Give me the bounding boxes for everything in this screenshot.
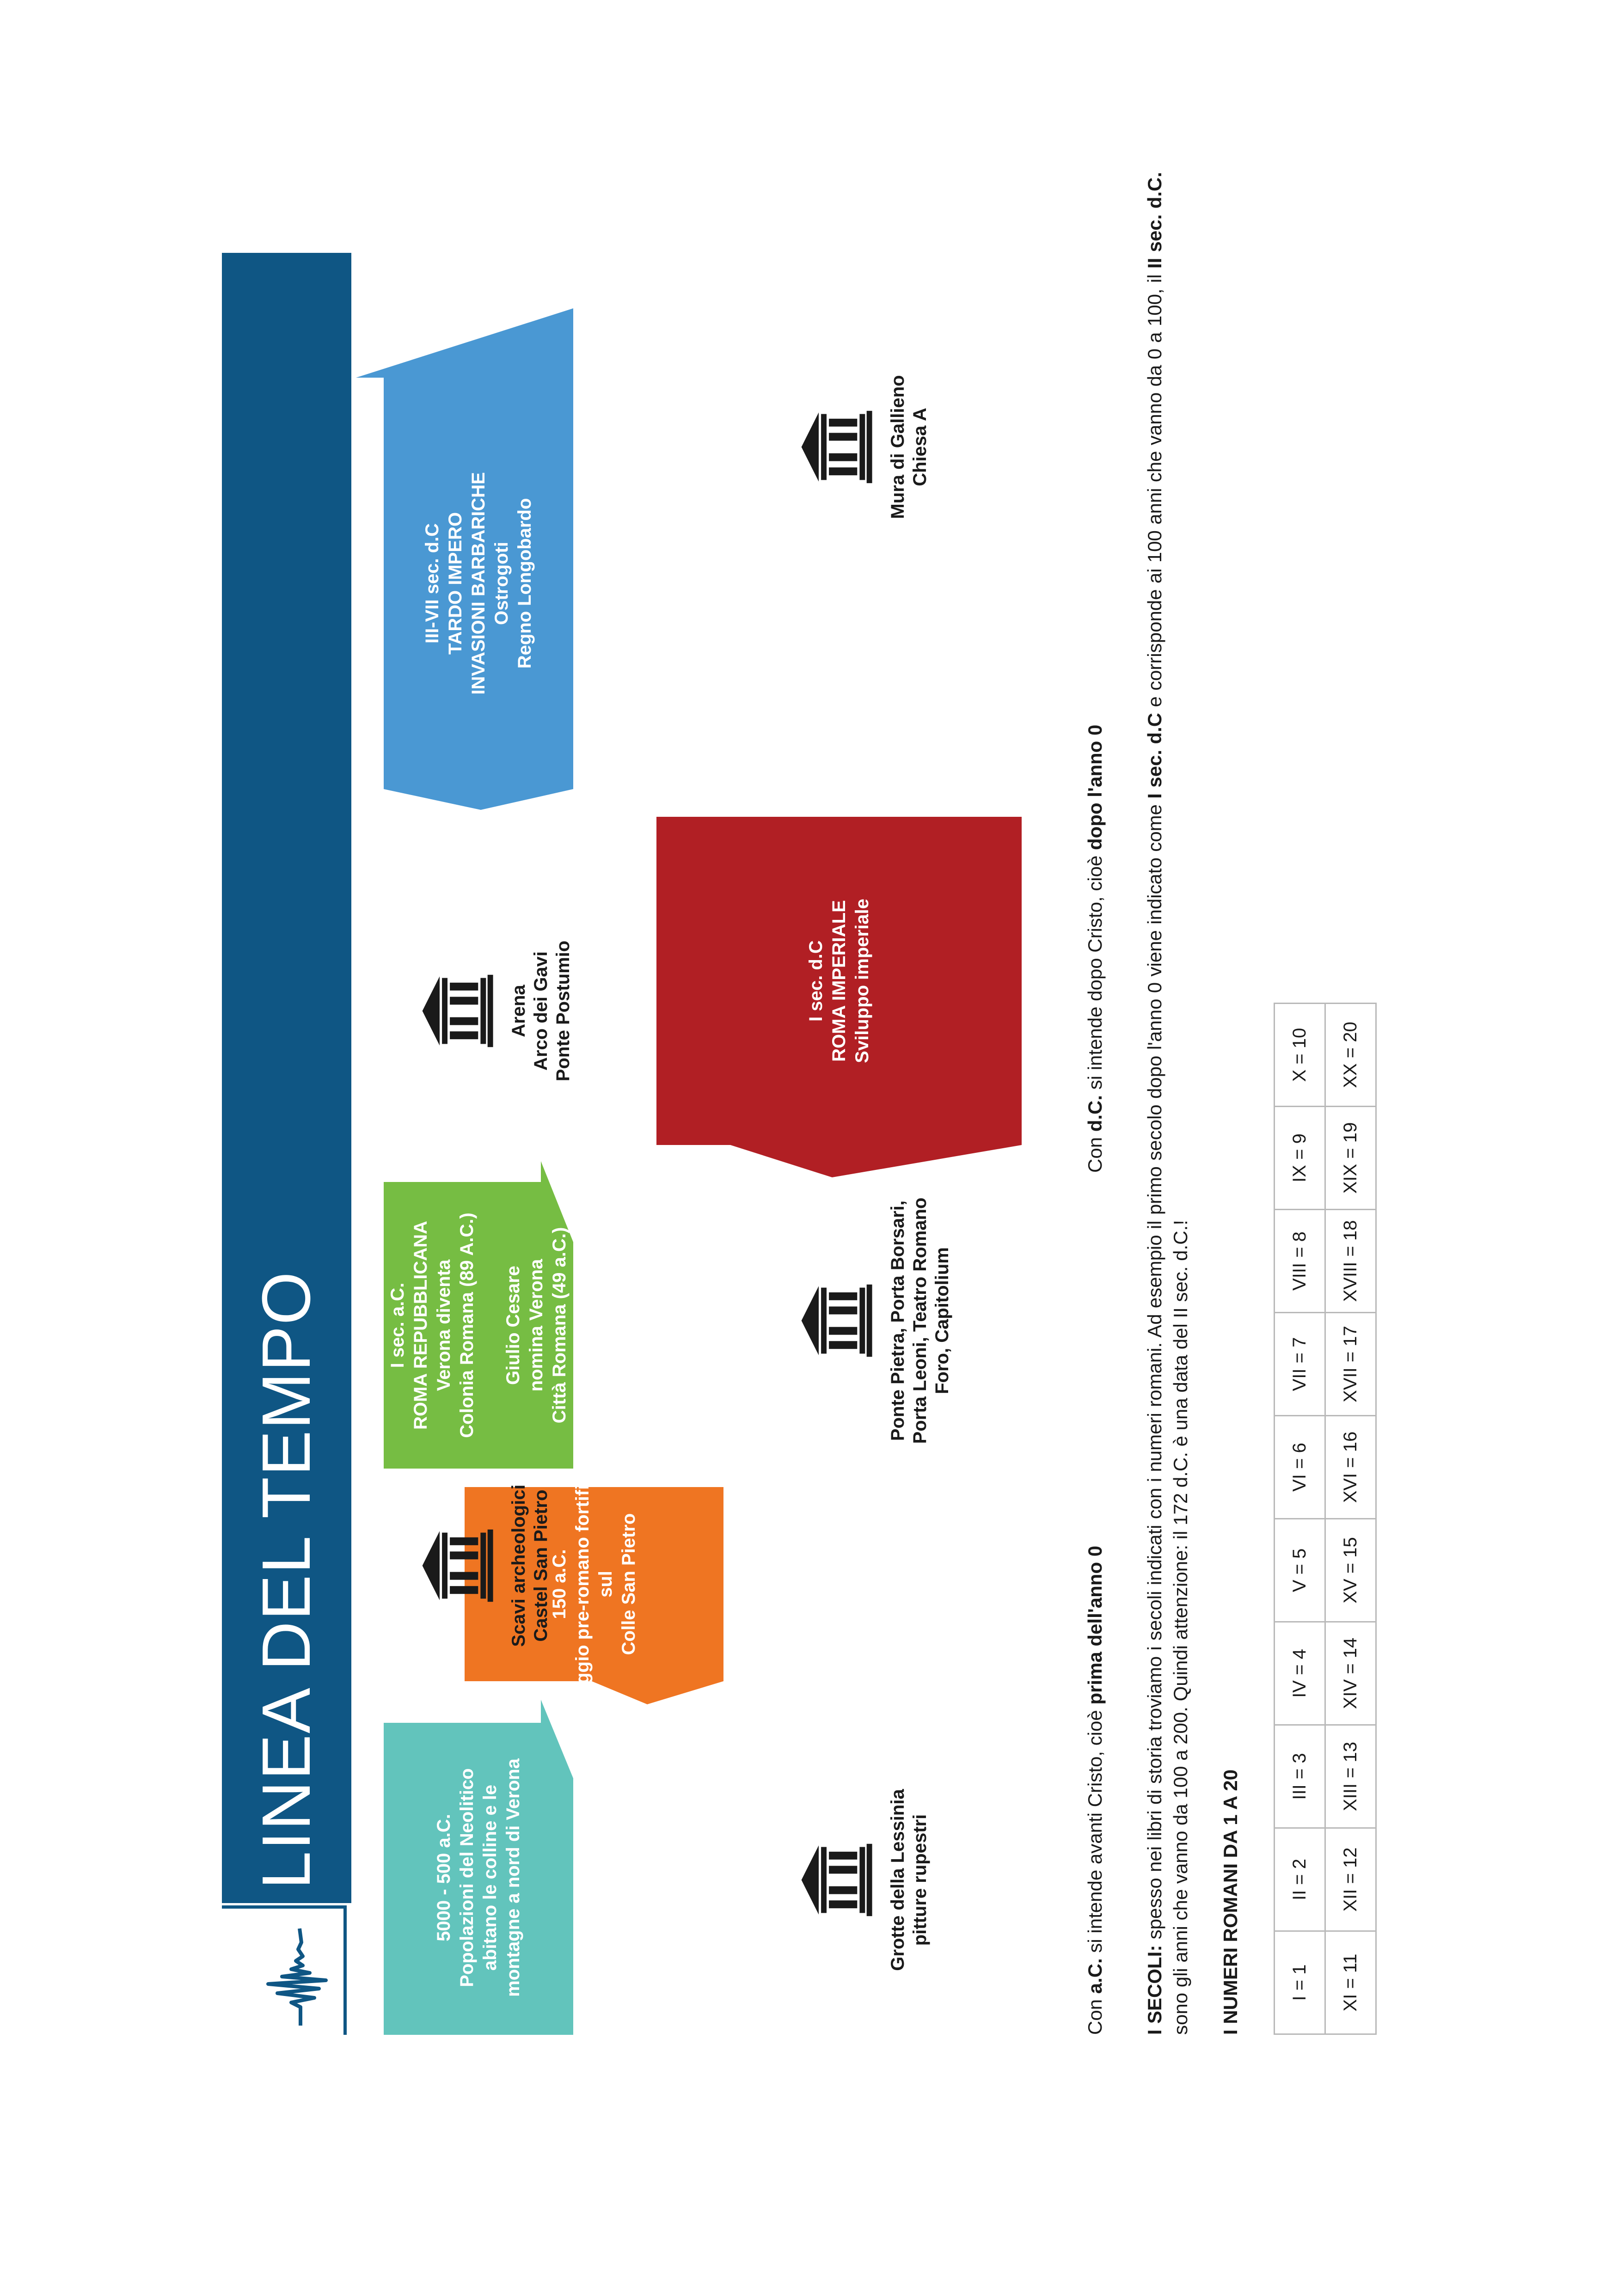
event-roma-imperiale (656, 817, 1022, 1145)
event-line: Colle San Pietro (619, 1513, 639, 1655)
event-line: Popolazioni del Neolitico (457, 1768, 477, 1987)
site-line: Arco dei Gavi (531, 951, 551, 1071)
event-line: Ostrogoti (491, 542, 512, 625)
site-ponte-pietra (795, 1177, 953, 1464)
table-cell: XV = 15 (1325, 1519, 1376, 1622)
event-line: 5000 - 500 a.C. (434, 1814, 454, 1941)
note-bold: dopo l'anno 0 (1084, 724, 1106, 850)
temple-icon (416, 1526, 495, 1605)
roman-heading: I NUMERI ROMANI DA 1 A 20 (1220, 1769, 1241, 2035)
event-line: Giulio Cesare (503, 1266, 523, 1385)
event-tardo-impero (384, 378, 573, 789)
site-mura-gallieno (795, 345, 931, 549)
table-cell: XVII = 17 (1325, 1313, 1376, 1416)
site-line: Grotte della Lessinia (888, 1789, 908, 1971)
table-cell: III = 3 (1275, 1725, 1325, 1828)
table-cell: XVIII = 18 (1325, 1210, 1376, 1313)
note-ac (1084, 1546, 1106, 2035)
temple-icon (795, 1281, 874, 1360)
table-cell: XIX = 19 (1325, 1107, 1376, 1210)
event-line: III-VII sec. d.C (422, 523, 442, 644)
para-text: sono gli anni che vanno da 100 a 200. Quindi attenzione: il 172 d.C. è una data del II sec. d.C.! (1170, 1220, 1191, 2035)
table-cell: I = 1 (1275, 1931, 1325, 2034)
site-line: Foro, Capitolium (932, 1247, 952, 1394)
table-cell: XVI = 16 (1325, 1416, 1376, 1519)
table-cell: IV = 4 (1275, 1622, 1325, 1725)
temple-icon (795, 408, 874, 486)
table-cell: XI = 11 (1325, 1931, 1376, 2034)
table-cell: X = 10 (1275, 1004, 1325, 1107)
event-line: TARDO IMPERO (445, 512, 466, 655)
event-line: Regno Longobardo (515, 498, 535, 669)
site-line: Porta Leoni, Teatro Romano (910, 1197, 930, 1444)
table-cell: XIII = 13 (1325, 1725, 1376, 1828)
table-cell: VII = 7 (1275, 1313, 1325, 1416)
table-cell: VIII = 8 (1275, 1210, 1325, 1313)
site-arena (416, 914, 574, 1108)
event-line: Colonia Romana (89 A.C.) (457, 1212, 477, 1438)
site-line: pitture rupestri (910, 1814, 930, 1946)
table-cell: XIV = 14 (1325, 1622, 1376, 1725)
event-line: nomina Verona (526, 1259, 546, 1392)
table-cell: VI = 6 (1275, 1416, 1325, 1519)
event-line: ROMA REPUBBLICANA (411, 1221, 431, 1430)
para-bold: I sec. d.C (1144, 713, 1165, 799)
site-line: Chiesa A (910, 408, 930, 486)
secoli-label: I SECOLI: (1144, 1945, 1165, 2035)
note-text: si intende avanti Cristo, cioè (1084, 1704, 1106, 1959)
event-line: Sviluppo imperiale (852, 899, 872, 1063)
note-bold: prima dell'anno 0 (1084, 1545, 1106, 1705)
table-row (1275, 1004, 1325, 2034)
event-line: Verona diventa (434, 1259, 454, 1391)
table-cell: II = 2 (1275, 1828, 1325, 1931)
site-line: Castel San Pietro (531, 1489, 551, 1642)
note-bold: d.C. (1084, 1095, 1106, 1132)
note-dc (1084, 725, 1106, 1173)
table-cell: XII = 12 (1325, 1828, 1376, 1931)
table-cell: XX = 20 (1325, 1004, 1376, 1107)
event-line: I sec. a.C. (387, 1282, 408, 1368)
secoli-paragraph (1142, 172, 1194, 2035)
event-line: ROMA IMPERIALE (829, 900, 849, 1062)
event-neolithic (384, 1720, 573, 2035)
table-row (1325, 1004, 1376, 2034)
event-line: Città Romana (49 a.C.) (549, 1227, 570, 1424)
roman-numerals-table (1274, 1003, 1377, 2035)
note-bold: a.C. (1084, 1958, 1106, 1994)
temple-icon (795, 1841, 874, 1919)
event-roma-repubblicana (384, 1182, 573, 1469)
event-line: I sec. d.C (806, 940, 826, 1022)
site-line: Mura di Gallieno (888, 375, 908, 519)
table-cell: IX = 9 (1275, 1107, 1325, 1210)
event-line: sul (595, 1571, 616, 1598)
table-cell: V = 5 (1275, 1519, 1325, 1622)
event-line: abitano le colline e le (480, 1784, 500, 1971)
temple-icon (416, 972, 495, 1050)
site-lessinia (795, 1760, 931, 2000)
para-text: e corrisponde ai 100 anni che vanno da 0 a 100, il (1144, 269, 1165, 713)
event-line: montagne a nord di Verona (503, 1758, 523, 1997)
site-line: Ponte Postumio (553, 940, 573, 1082)
site-line: Arena (509, 985, 529, 1037)
para-bold: II sec. d.C. (1144, 171, 1165, 269)
event-line: 150 a.C. (549, 1549, 570, 1619)
event-line: INVASIONI BARBARICHE (468, 472, 489, 695)
event-line: Villaggio pre-romano fortificato (572, 1446, 593, 1722)
page-title: LINEA DEL TEMPO (248, 1271, 325, 1889)
site-line: Scavi archeologici (509, 1484, 529, 1647)
note-text: Con (1084, 1132, 1106, 1173)
site-castel-san-pietro (416, 1469, 552, 1663)
site-line: Ponte Pietra, Porta Borsari, (888, 1200, 908, 1441)
note-text: Con (1084, 1994, 1106, 2035)
para-text: spesso nei libri di storia troviamo i secoli indicati con i numeri romani. Ad esempio il primo secolo dopo l'anno 0 viene indicato come (1144, 798, 1165, 1945)
note-text: si intende dopo Cristo, cioè (1084, 850, 1106, 1095)
